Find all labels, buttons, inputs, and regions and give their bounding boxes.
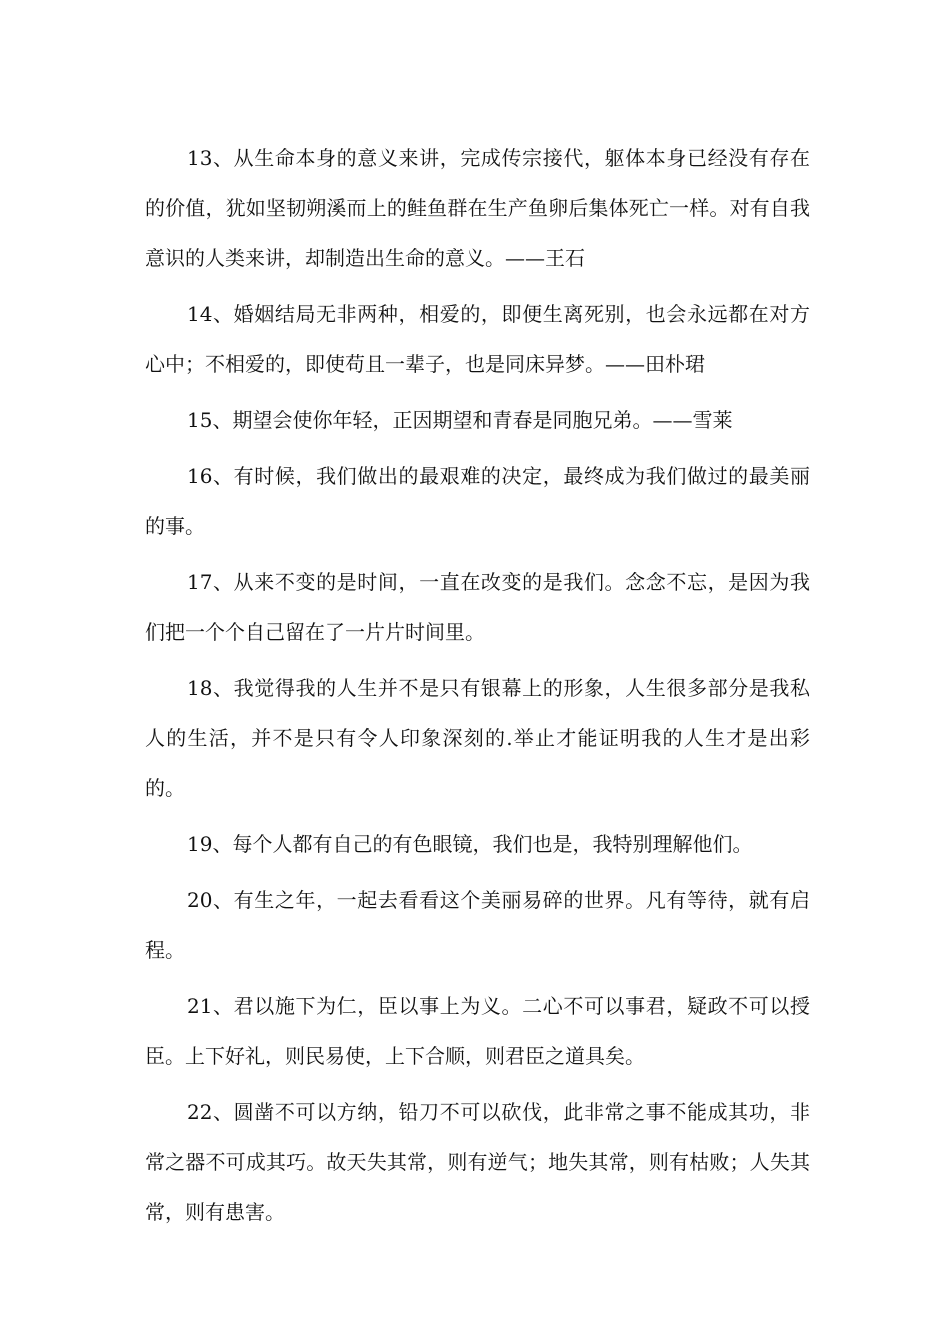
quote-paragraph-20: 20、有生之年，一起去看看这个美丽易碎的世界。凡有等待，就有启程。: [145, 888, 810, 962]
quote-paragraph-21: 21、君以施下为仁，臣以事上为义。二心不可以事君，疑政不可以授臣。上下好礼，则民易使，上下合顺，则君臣之道具矣。: [145, 994, 810, 1068]
quote-paragraph-13: 13、从生命本身的意义来讲，完成传宗接代，躯体本身已经没有存在的价值，犹如坚韧朔溪而上的鲑鱼群在生产鱼卵后集体死亡一样。对有自我意识的人类来讲，却制造出生命的意义。——王石: [145, 146, 810, 270]
quote-paragraph-16: 16、有时候，我们做出的最艰难的决定，最终成为我们做过的最美丽的事。: [145, 464, 810, 538]
quote-paragraph-22: 22、圆凿不可以方纳，铅刀不可以砍伐，此非常之事不能成其功，非常之器不可成其巧。故天失其常，则有逆气；地失其常，则有枯败；人失其常，则有患害。: [145, 1100, 810, 1224]
quote-paragraph-19: 19、每个人都有自己的有色眼镜，我们也是，我特别理解他们。: [187, 832, 753, 856]
document-body: [145, 133, 810, 1243]
quote-paragraph-18: 18、我觉得我的人生并不是只有银幕上的形象，人生很多部分是我私人的生活，并不是只有令人印象深刻的.举止才能证明我的人生才是出彩的。: [145, 676, 810, 800]
quote-paragraph-17: 17、从来不变的是时间，一直在改变的是我们。念念不忘，是因为我们把一个个自己留在了一片片时间里。: [145, 570, 810, 644]
quote-paragraph-15: 15、期望会使你年轻，正因期望和青春是同胞兄弟。——雪莱: [187, 408, 733, 432]
quote-paragraph-14: 14、婚姻结局无非两种，相爱的，即便生离死别，也会永远都在对方心中；不相爱的，即使苟且一辈子，也是同床异梦。——田朴珺: [145, 302, 810, 376]
